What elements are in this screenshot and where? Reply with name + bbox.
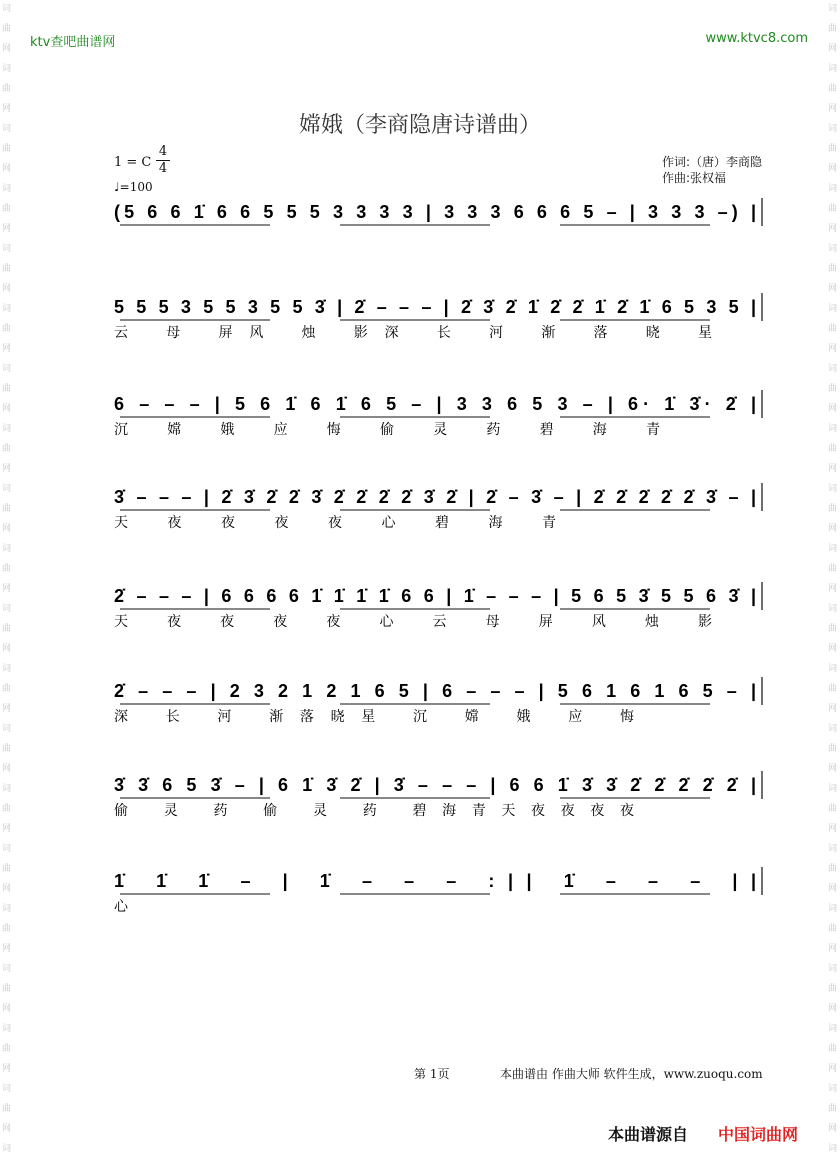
watermark-char: 网 — [828, 764, 838, 774]
watermark-char: 词 — [2, 604, 12, 614]
watermark-char: 词 — [828, 544, 838, 554]
tempo-marking: ♩=100 — [114, 180, 153, 194]
lyrics-line: 心 — [114, 899, 128, 915]
watermark-char: 曲 — [2, 1044, 12, 1054]
composer-credit: 作曲:张权福 — [662, 171, 727, 185]
notes-line: 2̇ – – – | 6 6 6 6 1̇ 1̇ 1̇ 1̇ 6 6 | 1̇ – – – | 5 6 5 3̇ 5 5 6 3̇ | — [114, 586, 756, 606]
watermark-char: 词 — [828, 844, 838, 854]
watermark-char: 曲 — [828, 864, 838, 874]
watermark-char: 网 — [2, 1064, 12, 1074]
watermark-char: 曲 — [828, 384, 838, 394]
notes-line: 1̇ 1̇ 1̇ – | 1̇ – – – :|| 1̇ – – – || — [114, 871, 756, 891]
watermark-char: 网 — [2, 644, 12, 654]
watermark-char: 词 — [828, 424, 838, 434]
watermark-char: 词 — [828, 364, 838, 374]
watermark-char: 曲 — [828, 504, 838, 514]
watermark-char: 曲 — [2, 804, 12, 814]
watermark-char: 曲 — [828, 924, 838, 934]
watermark-char: 网 — [828, 464, 838, 474]
watermark-char: 曲 — [2, 744, 12, 754]
score-row — [114, 867, 762, 915]
watermark-char: 词 — [828, 184, 838, 194]
lyricist-credit: 作词:（唐）李商隐 — [662, 155, 763, 169]
watermark-char: 网 — [828, 104, 838, 114]
lyrics-line: 深 长 河 渐落晓星 沉 嫦 娥 应 悔 — [114, 709, 634, 725]
watermark-char: 曲 — [2, 324, 12, 334]
watermark-char: 词 — [2, 844, 12, 854]
watermark-char: 曲 — [828, 564, 838, 574]
watermark-char: 网 — [2, 284, 12, 294]
watermark-char: 曲 — [2, 504, 12, 514]
notes-line: 5 5 5 3 5 5 3 5 5 3̇ | 2̇ – – – | 2̇ 3̇ 2̇ 1̇ 2̇ 2̇ 1̇ 2̇ 1̇ 6 5 3 5 | — [114, 297, 757, 317]
score-row — [114, 677, 762, 725]
watermark-char: 曲 — [2, 864, 12, 874]
watermark-char: 网 — [828, 944, 838, 954]
watermark-char: 网 — [828, 644, 838, 654]
lyrics-line: 偷 灵 药 偷 灵 药 碧海青天夜夜夜夜 — [114, 803, 634, 819]
watermark-char: 网 — [2, 584, 12, 594]
watermark-char: 词 — [828, 1084, 838, 1094]
time-signature-top: 4 — [156, 144, 170, 161]
watermark-char: 曲 — [828, 204, 838, 214]
watermark-char: 曲 — [2, 24, 12, 34]
header-left-site[interactable]: ktv查吧曲谱网 — [30, 35, 116, 50]
watermark-char: 曲 — [828, 444, 838, 454]
watermark-char: 网 — [2, 1124, 12, 1134]
watermark-char: 词 — [2, 304, 12, 314]
watermark-char: 曲 — [828, 624, 838, 634]
score-row — [114, 198, 762, 226]
watermark-char: 词 — [828, 604, 838, 614]
watermark-char: 网 — [828, 344, 838, 354]
score-row — [114, 582, 762, 630]
watermark-char: 词 — [828, 244, 838, 254]
watermark-char: 曲 — [2, 984, 12, 994]
watermark-char: 词 — [2, 904, 12, 914]
notes-line: 2̇ – – – | 2 3 2 1 2 1 6 5 | 6 – – – | 5 6 1 6 1 6 5 – | — [114, 681, 757, 701]
watermark-char: 词 — [2, 964, 12, 974]
source-label: 本曲谱源自 — [608, 1125, 689, 1144]
watermark-char: 词 — [2, 4, 12, 14]
notes-line: 3̇ – – – | 2̇ 3̇ 2̇ 2̇ 3̇ 2̇ 2̇ 2̇ 2̇ 3̇ 2̇ | 2̇ – 3̇ – | 2̇ 2̇ 2̇ 2̇ 2̇ 3̇ – | — [114, 487, 756, 507]
watermark-char: 词 — [828, 664, 838, 674]
watermark-char: 曲 — [828, 264, 838, 274]
watermark-char: 网 — [828, 524, 838, 534]
watermark-char: 词 — [2, 724, 12, 734]
lyrics-line: 天 夜 夜 夜 夜 心 碧 海 青 — [114, 515, 556, 531]
watermark-char: 词 — [2, 244, 12, 254]
watermark-char: 曲 — [2, 1104, 12, 1114]
watermark-char: 网 — [2, 464, 12, 474]
watermark-char: 网 — [828, 404, 838, 414]
watermark-char: 词 — [828, 1024, 838, 1034]
watermark-char: 网 — [828, 824, 838, 834]
watermark-char: 词 — [2, 664, 12, 674]
watermark-char: 词 — [828, 904, 838, 914]
watermark-char: 网 — [2, 44, 12, 54]
watermark-char: 曲 — [828, 1044, 838, 1054]
watermark-char: 网 — [2, 404, 12, 414]
watermark-char: 曲 — [2, 684, 12, 694]
watermark-char: 曲 — [2, 384, 12, 394]
notes-line: (5 6 6 1̇ 6 6 5 5 5 3 3 3 3 | 3 3 3 6 6 6 5 – | 3 3 3 –) | — [114, 202, 756, 222]
watermark-char: 曲 — [2, 84, 12, 94]
watermark-char: 曲 — [2, 924, 12, 934]
watermark-char: 网 — [2, 884, 12, 894]
watermark-char: 网 — [828, 584, 838, 594]
score-row — [114, 293, 762, 341]
watermark-char: 词 — [2, 124, 12, 134]
watermark-char: 网 — [2, 344, 12, 354]
watermark-char: 词 — [828, 4, 838, 14]
watermark-char: 网 — [2, 224, 12, 234]
watermark-char: 曲 — [828, 744, 838, 754]
watermark-char: 词 — [2, 424, 12, 434]
watermark-char: 词 — [828, 124, 838, 134]
watermark-char: 词 — [2, 1084, 12, 1094]
watermark-char: 网 — [828, 44, 838, 54]
watermark-char: 词 — [2, 484, 12, 494]
key-signature: 1 = C — [114, 155, 152, 170]
watermark-char: 曲 — [828, 984, 838, 994]
watermark-char: 曲 — [2, 144, 12, 154]
watermark-char: 曲 — [2, 264, 12, 274]
watermark-char: 词 — [2, 784, 12, 794]
watermark-char: 曲 — [828, 24, 838, 34]
watermark-char: 曲 — [2, 204, 12, 214]
lyrics-line: 云 母 屏风 烛 影深 长 河 渐 落 晓 星 — [114, 325, 713, 341]
watermark-char: 曲 — [828, 804, 838, 814]
watermark-char: 网 — [2, 704, 12, 714]
watermark-char: 网 — [828, 1004, 838, 1014]
score-row — [114, 390, 762, 438]
source-site-link[interactable]: 中国词曲网 — [718, 1125, 799, 1144]
watermark-char: 词 — [828, 64, 838, 74]
score-row — [114, 771, 762, 819]
watermark-char: 网 — [828, 284, 838, 294]
watermark-char: 网 — [828, 884, 838, 894]
watermark-char: 词 — [828, 304, 838, 314]
lyrics-line: 沉 嫦 娥 应 悔 偷 灵 药 碧 海 青 — [114, 422, 661, 438]
header-right-site[interactable]: www.ktvc8.com — [705, 31, 808, 46]
watermark-char: 网 — [2, 944, 12, 954]
watermark-char: 词 — [2, 1024, 12, 1034]
watermark-char: 词 — [2, 184, 12, 194]
watermark-char: 词 — [828, 724, 838, 734]
watermark-char: 曲 — [828, 684, 838, 694]
score-title: 嫦娥（李商隐唐诗谱曲） — [298, 113, 541, 138]
watermark-char: 词 — [828, 964, 838, 974]
watermark-char: 词 — [2, 544, 12, 554]
footer-generator-note: 本曲谱由 作曲大师 软件生成，www.zuoqu.com — [500, 1067, 763, 1081]
watermark-char: 词 — [2, 64, 12, 74]
watermark-char: 网 — [828, 164, 838, 174]
lyrics-line: 天 夜 夜 夜 夜 心 云 母 屏 风 烛 影 — [114, 614, 712, 630]
footer-page-number: 第 1页 — [414, 1067, 450, 1081]
watermark-char: 网 — [828, 704, 838, 714]
watermark-char: 曲 — [828, 144, 838, 154]
watermark-char: 曲 — [2, 624, 12, 634]
notes-line: 6 – – – | 5 6 1̇ 6 1̇ 6 5 – | 3 3 6 5 3 – | 6· 1̇ 3̇· 2̇ | — [114, 394, 757, 414]
watermark-char: 词 — [828, 484, 838, 494]
watermark-char: 曲 — [828, 324, 838, 334]
watermark-char: 词 — [2, 1144, 12, 1154]
watermark-char: 曲 — [828, 84, 838, 94]
watermark-char: 网 — [2, 524, 12, 534]
watermark-char: 词 — [828, 784, 838, 794]
watermark-char: 曲 — [828, 1104, 838, 1114]
watermark-char: 曲 — [2, 564, 12, 574]
watermark-char: 网 — [828, 1064, 838, 1074]
watermark-char: 网 — [2, 104, 12, 114]
watermark-char: 网 — [2, 764, 12, 774]
time-signature-bottom: 4 — [158, 161, 168, 176]
notes-line: 3̇ 3̇ 6 5 3̇ – | 6 1̇ 3̇ 2̇ | 3̇ – – – | 6 6 1̇ 3̇ 3̇ 2̇ 2̇ 2̇ 2̇ 2̇ | — [114, 775, 757, 795]
watermark-char: 词 — [828, 1144, 838, 1154]
score-row — [114, 483, 762, 531]
watermark-char: 网 — [828, 224, 838, 234]
watermark-char: 词 — [2, 364, 12, 374]
watermark-char: 曲 — [2, 444, 12, 454]
watermark-char: 网 — [2, 164, 12, 174]
watermark-char: 网 — [828, 1124, 838, 1134]
watermark-char: 网 — [2, 824, 12, 834]
watermark-char: 网 — [2, 1004, 12, 1014]
